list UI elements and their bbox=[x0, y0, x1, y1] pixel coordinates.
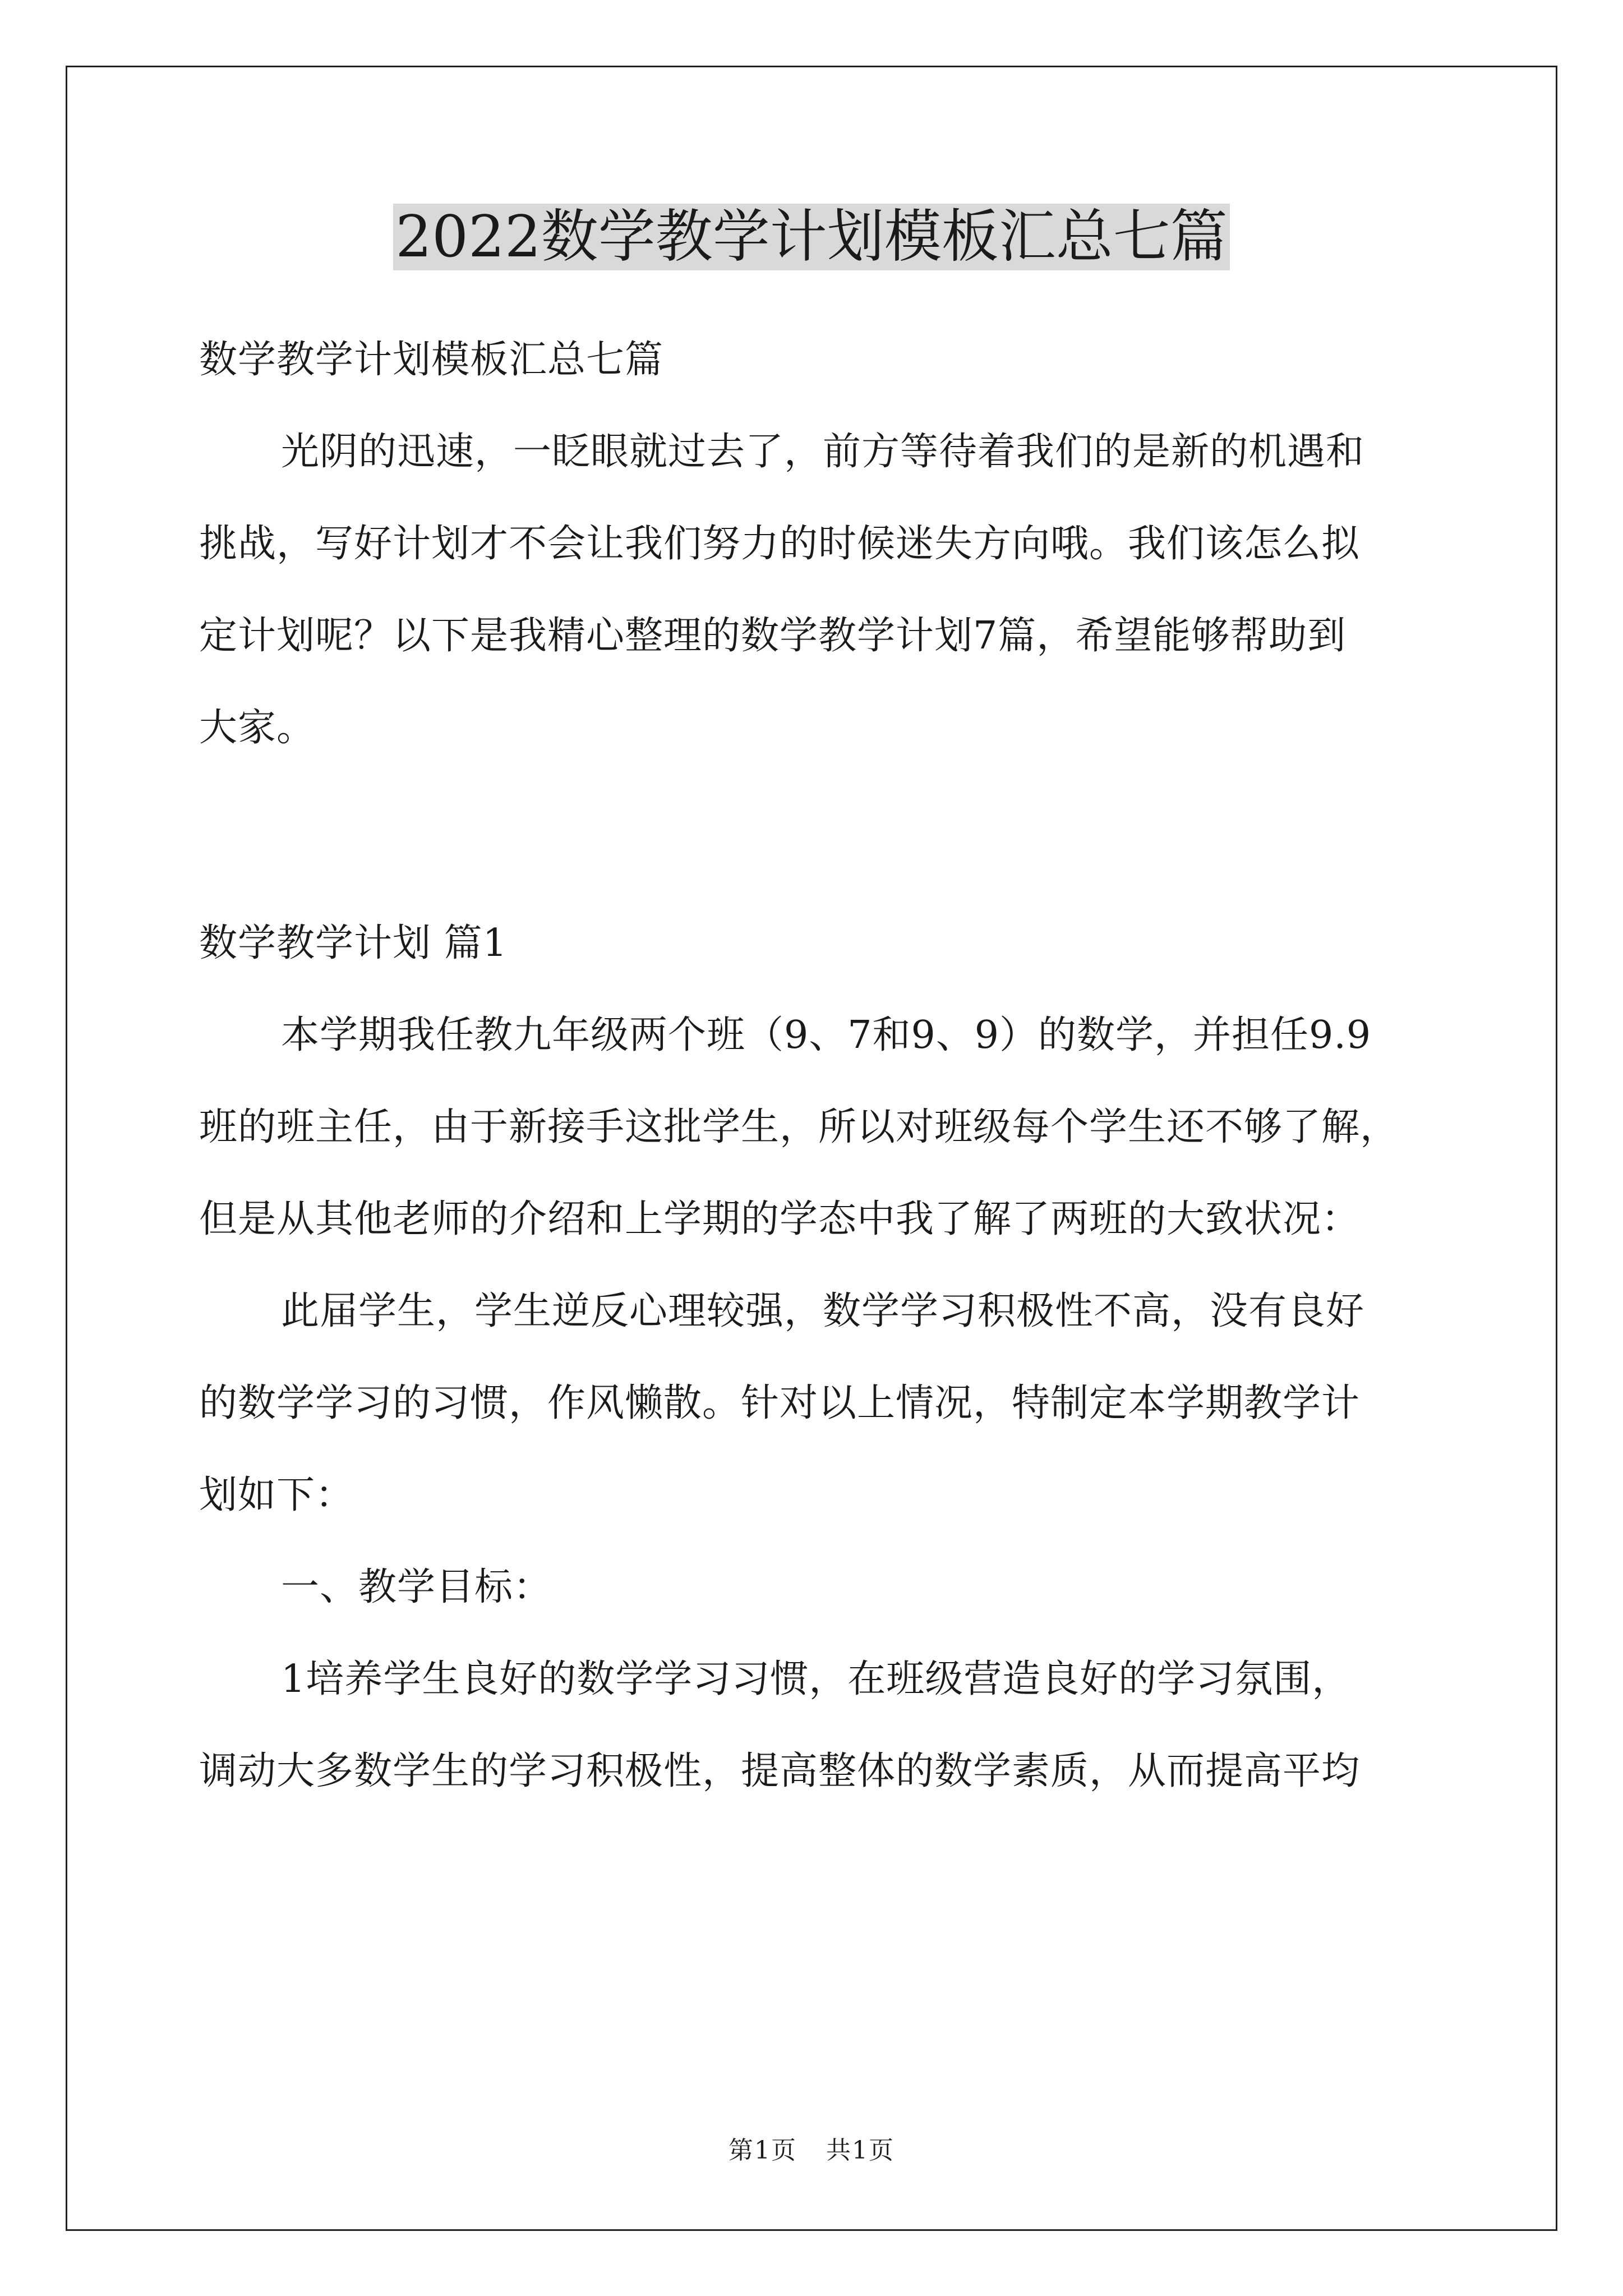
paragraph-line: 本学期我任教九年级两个班（9、7和9、9）的数学，并担任9.9 bbox=[281, 1013, 1372, 1057]
page-footer bbox=[0, 2134, 1623, 2168]
paragraph-line: 光阴的迅速，一眨眼就过去了，前方等待着我们的是新的机遇和 bbox=[281, 430, 1365, 474]
paragraph-line: 划如下： bbox=[199, 1473, 354, 1517]
paragraph-line: 挑战，写好计划才不会让我们努力的时候迷失方向哦。我们该怎么拟 bbox=[199, 522, 1361, 566]
document-body bbox=[199, 314, 1430, 1818]
page-total: 共1页 bbox=[826, 2136, 895, 2165]
paragraph-line: 大家。 bbox=[199, 706, 316, 750]
list-heading: 一、教学目标： bbox=[281, 1565, 552, 1609]
paragraph-line: 1培养学生良好的数学学习习惯，在班级营造良好的学习氛围， bbox=[281, 1657, 1351, 1701]
paragraph-line: 此届学生，学生逆反心理较强，数学学习积极性不高，没有良好 bbox=[281, 1289, 1365, 1333]
document-title: 2022数学教学计划模板汇总七篇 bbox=[0, 201, 1623, 274]
page-number: 第1页 bbox=[728, 2136, 797, 2165]
section-heading: 数学教学计划 篇1 bbox=[199, 921, 508, 965]
paragraph-line: 调动大多数学生的学习积极性，提高整体的数学素质，从而提高平均 bbox=[199, 1749, 1361, 1793]
paragraph-line: 的数学学习的习惯，作风懒散。针对以上情况，特制定本学期教学计 bbox=[199, 1381, 1361, 1425]
paragraph-line: 定计划呢？以下是我精心整理的数学教学计划7篇，希望能够帮助到 bbox=[199, 614, 1347, 658]
paragraph-line: 班的班主任，由于新接手这批学生，所以对班级每个学生还不够了解， bbox=[199, 1105, 1399, 1149]
subtitle-line: 数学教学计划模板汇总七篇 bbox=[199, 338, 664, 382]
paragraph-line: 但是从其他老师的介绍和上学期的学态中我了解了两班的大致状况： bbox=[199, 1197, 1361, 1241]
